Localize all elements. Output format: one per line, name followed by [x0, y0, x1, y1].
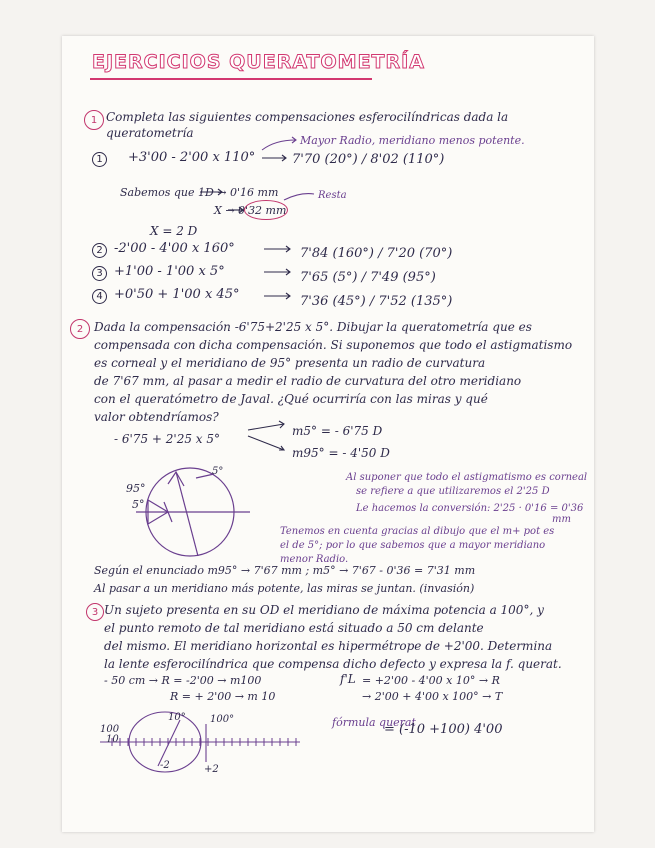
ex3-label-plus2: +2: [204, 764, 219, 775]
ex1-item4-result: 7'36 (45°) / 7'52 (135°): [300, 294, 453, 309]
ex3-right1: = +2'00 - 4'00 x 10° → R: [362, 674, 500, 687]
ex1-x-line: X → 0'32 mm: [214, 204, 287, 217]
ex2-note1b: se refiere a que utilizaremos el 2'25 D: [356, 486, 550, 497]
ex3-formula-value: = (-10 +100) 4'00: [384, 722, 503, 737]
ex2-note4: Según el enunciado m95° → 7'67 mm ; m5° → 7'67 - 0'36 = 7'31 mm: [94, 564, 476, 577]
ex2-note3c: menor Radio.: [280, 554, 349, 565]
ex3-left2: R = + 2'00 → m 10: [170, 690, 276, 703]
ex3-line4: la lente esferocilíndrica que compensa dicho defecto y expresa la f. querat.: [104, 657, 562, 671]
ex3-number: 3: [91, 606, 99, 618]
ex3-fl-label: f'L: [340, 672, 356, 686]
ex2-label-95: 95°: [126, 482, 146, 495]
ex2-line3: es corneal y el meridiano de 95° presenta un radio de curvatura: [94, 356, 486, 370]
ex2-note1a: Al suponer que todo el astigmatismo es corneal: [346, 472, 588, 483]
ex2-note3b: el de 5°; por lo que sabemos que a mayor meridiano: [280, 540, 546, 551]
ex2-label-5: 5°: [132, 498, 145, 511]
ex2-formula: - 6'75 + 2'25 x 5°: [114, 432, 220, 446]
ex3-label-10deg: 10°: [168, 712, 186, 723]
ex1-statement-line1: Completa las siguientes compensaciones esferocilíndricas dada la: [106, 110, 509, 124]
ex2-label-5-top: 5°: [212, 466, 224, 477]
ex1-item1-num: 1: [96, 154, 103, 165]
ex1-item1-formula: +3'00 - 2'00 x 110°: [128, 150, 256, 165]
ex3-formula-label: fórmula querat: [332, 716, 416, 729]
ex3-line2: el punto remoto de tal meridiano está situado a 50 cm delante: [104, 621, 484, 635]
ex1-sabemos: Sabemos que 1D → 0'16 mm: [120, 186, 279, 199]
ex2-line4: de 7'67 mm, al pasar a medir el radio de curvatura del otro meridiano: [94, 374, 522, 388]
ex3-right2: → 2'00 + 4'00 x 100° → T: [362, 690, 503, 703]
ex3-label-100: 100: [100, 724, 120, 735]
ex1-item3-result: 7'65 (5°) / 7'49 (95°): [300, 270, 436, 285]
ex1-item3-num: 3: [96, 268, 103, 279]
ex3-label-100deg: 100°: [210, 714, 235, 725]
ex2-line5: con el queratómetro de Javal. ¿Qué ocurriría con las miras y qué: [94, 392, 488, 406]
ex1-statement-line2: queratometría: [106, 126, 194, 140]
ex1-number: 1: [90, 114, 98, 126]
ex1-item1-result: 7'70 (20°) / 8'02 (110°): [292, 152, 445, 167]
ex1-mayor-radio-note: Mayor Radio, meridiano menos potente.: [300, 134, 525, 147]
ex1-item2-result: 7'84 (160°) / 7'20 (70°): [300, 246, 453, 261]
page-title: EJERCICIOS QUERATOMETRÍA: [92, 51, 425, 73]
ex3-line3: del mismo. El meridiano horizontal es hipermétrope de +2'00. Determina: [104, 639, 553, 653]
ex2-note3a: Tenemos en cuenta gracias al dibujo que el m+ pot es: [280, 526, 555, 537]
ex3-left1: - 50 cm → R = -2'00 → m100: [104, 674, 262, 687]
ex3-label-minus2: -2: [160, 760, 170, 771]
ex2-line1: Dada la compensación -6'75+2'25 x 5°. Dibujar la queratometría que es: [94, 320, 532, 334]
ex1-item3-formula: +1'00 - 1'00 x 5°: [114, 264, 225, 279]
ex3-line1: Un sujeto presenta en su OD el meridiano de máxima potencia a 100°, y: [104, 603, 544, 617]
ex2-note2-unit: mm: [552, 514, 571, 525]
ex1-item2-formula: -2'00 - 4'00 x 160°: [114, 241, 235, 256]
ex1-item4-formula: +0'50 + 1'00 x 45°: [114, 287, 240, 302]
ex2-note2: Le hacemos la conversión: 2'25 · 0'16 = 0'36: [356, 503, 584, 514]
ex3-label-10: 10: [106, 734, 119, 745]
ex2-m5: m5° = - 6'75 D: [292, 424, 383, 438]
ex1-item4-num: 4: [96, 291, 103, 302]
ex2-number: 2: [76, 323, 84, 335]
ex2-line2: compensada con dicha compensación. Si suponemos que todo el astigmatismo: [94, 338, 573, 352]
ex2-m95: m95° = - 4'50 D: [292, 446, 390, 460]
ex2-note5: Al pasar a un meridiano más potente, las miras se juntan. (invasión): [94, 582, 475, 595]
ex1-resta-note: Resta: [318, 190, 347, 201]
ex1-item2-num: 2: [96, 245, 103, 256]
ex1-x-equals: X = 2 D: [150, 224, 198, 238]
ex2-line6: valor obtendríamos?: [94, 410, 219, 424]
